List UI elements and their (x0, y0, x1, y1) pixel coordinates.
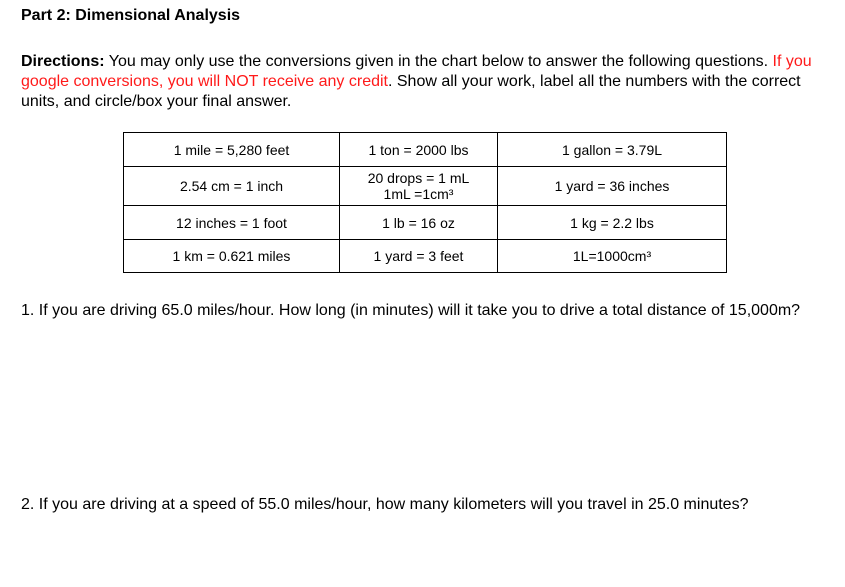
table-cell: 1L=1000cm³ (498, 240, 727, 273)
question-1: 1. If you are driving 65.0 miles/hour. How long (in minutes) will it take you to drive a total distance of 15,000m? (21, 302, 801, 319)
table-row (124, 206, 727, 240)
table-cell (340, 167, 498, 206)
directions-text-after: . Show all your work, label all the numbers with the correct units, and circle/box your final answer. (21, 73, 801, 110)
table-cell: 1 mile = 5,280 feet (124, 133, 340, 167)
table-cell-line: 1mL =1cm³ (383, 186, 454, 202)
directions-text-before: You may only use the conversions given in the chart below to answer the following questions. (104, 53, 773, 70)
table-cell-line: 20 drops = 1 mL (367, 170, 470, 186)
table-cell: 12 inches = 1 foot (124, 206, 340, 240)
directions-warning: If you google conversions, you will NOT receive any credit (21, 53, 812, 90)
table-cell: 1 gallon = 3.79L (498, 133, 727, 167)
table-cell: 1 yard = 36 inches (498, 167, 727, 206)
table-cell: 1 ton = 2000 lbs (340, 133, 498, 167)
table-cell: 1 kg = 2.2 lbs (498, 206, 727, 240)
table-cell: 1 lb = 16 oz (340, 206, 498, 240)
table-row (124, 133, 727, 167)
table-cell: 1 km = 0.621 miles (124, 240, 340, 273)
section-heading: Part 2: Dimensional Analysis (21, 7, 241, 24)
table-cell: 1 yard = 3 feet (340, 240, 498, 273)
directions-paragraph (21, 52, 821, 112)
question-2: 2. If you are driving at a speed of 55.0 miles/hour, how many kilometers will you travel in 25.0 minutes? (21, 496, 749, 513)
directions-label: Directions: (21, 53, 105, 70)
conversion-table (123, 132, 727, 273)
table-row (124, 167, 727, 206)
table-cell: 2.54 cm = 1 inch (124, 167, 340, 206)
table-row (124, 240, 727, 273)
